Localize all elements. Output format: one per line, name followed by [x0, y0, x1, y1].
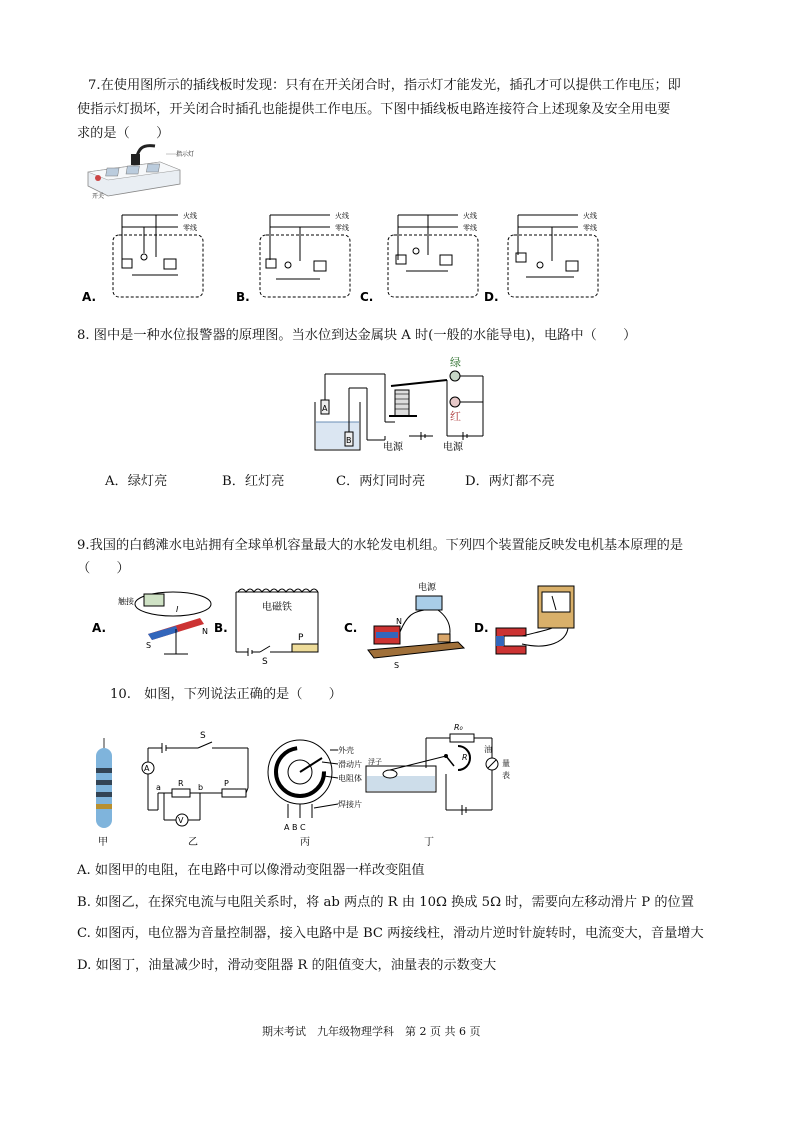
q9-option-b-diagram — [214, 589, 318, 667]
q9b-s-label: S — [262, 657, 268, 667]
em-label: 电磁铁 — [262, 602, 292, 613]
q10-option-a: A. 如图甲的电阻，在电路中可以像滑动变阻器一样改变阻值 — [77, 863, 425, 878]
q7-option-b-diagram — [236, 211, 350, 304]
q10-stem: 10. 如图，下列说法正确的是（ ） — [110, 687, 342, 702]
yi-b-label: b — [198, 783, 204, 792]
fig-label-ding: 丁 — [424, 837, 434, 848]
bing-terminal-label: 焊接片 — [338, 800, 362, 809]
q9-option-c-diagram — [344, 582, 464, 670]
q9b-p-label: P — [298, 633, 304, 643]
current-label: I — [176, 605, 179, 614]
yi-r-label: R — [178, 779, 184, 788]
source2-label: 电源 — [443, 442, 463, 453]
bing-shell-label: 外壳 — [338, 746, 354, 755]
q10-option-b: B. 如图乙，在探究电流与电阻关系时，将 ab 两点的 R 由 10Ω 换成 5Ω 时，需要向左移动滑片 P 的位置 — [77, 895, 694, 910]
ding-float-label: 浮子 — [368, 758, 382, 766]
q9-option-b-label: B. — [214, 621, 228, 635]
q9-option-c-label: C. — [344, 621, 358, 635]
ding-meter-label-3: 表 — [502, 771, 510, 780]
q9c-n-label: N — [396, 617, 402, 626]
power-strip-photo — [80, 140, 195, 200]
bing-abc-label: A B C — [284, 823, 306, 832]
yi-voltmeter-label: V — [178, 816, 184, 825]
q9a-n-label: N — [202, 627, 208, 636]
q8-option-b: B．红灯亮 — [222, 474, 285, 489]
fig-jia-resistor — [96, 738, 112, 848]
q8-option-d: D．两灯都不亮 — [465, 474, 555, 489]
wire-neutral-label-a: 零线 — [183, 224, 197, 232]
q7-option-c-diagram — [360, 211, 478, 304]
q7-option-a-label: A. — [82, 290, 97, 304]
q10-option-c: C. 如图丙，电位器为音量控制器，接入电路中是 BC 两接线柱，滑动片逆时针旋转时，电流变大，音量增大 — [77, 926, 704, 941]
q7-line1: 7.在使用图所示的插线板时发现：只有在开关闭合时，指示灯才能发光，插孔才可以提供工作电压；即 — [88, 78, 681, 93]
q9-option-a-label: A. — [92, 621, 107, 635]
q7-option-d-diagram — [484, 211, 598, 304]
yi-a-label: a — [156, 783, 161, 792]
wire-live-label-d: 火线 — [583, 212, 597, 220]
fig-yi-circuit — [142, 731, 248, 848]
q9c-s-label: S — [394, 661, 400, 670]
fig-label-jia: 甲 — [98, 837, 108, 848]
ding-meter-label-1: 油 — [484, 745, 492, 754]
q8-stem: 8. 图中是一种水位报警器的原理图。当水位到达金属块 A 时(一般的水能导电)，电路中（ ） — [77, 328, 637, 343]
fig-bing-potentiometer — [268, 740, 362, 848]
yi-p-label: P — [224, 779, 229, 788]
lamp-green-label: 绿 — [450, 356, 461, 369]
wire-live-label-b: 火线 — [335, 212, 349, 220]
page-footer: 期末考试 九年级物理学科 第 2 页 共 6 页 — [262, 1025, 481, 1038]
q9-apparatus-options — [88, 582, 598, 670]
ding-r0-label: R₀ — [454, 723, 463, 732]
wire-neutral-label-c: 零线 — [463, 224, 477, 232]
q7-line3: 求的是（ ） — [77, 126, 170, 141]
q8-option-c: C．两灯同时亮 — [336, 474, 426, 489]
q9-option-d-label: D. — [474, 621, 489, 635]
ding-meter-label-2: 量 — [502, 759, 510, 768]
q7-option-d-label: D. — [484, 290, 499, 304]
q9c-source-label: 电源 — [418, 583, 437, 593]
yi-ammeter-label: A — [144, 764, 150, 773]
q7-option-b-label: B. — [236, 290, 250, 304]
q9-line1: 9.我国的白鹤滩水电站拥有全球单机容量最大的水轮发电机组。下列四个装置能反映发电机基本原理的是 — [77, 538, 684, 553]
touch-label: 触接 — [118, 597, 134, 606]
q7-option-c-label: C. — [360, 290, 374, 304]
wire-neutral-label-b: 零线 — [335, 224, 349, 232]
q9a-s-label: S — [146, 641, 152, 650]
q7-option-a-diagram — [82, 211, 203, 304]
wire-live-label-a: 火线 — [183, 212, 197, 220]
q9-option-d-diagram — [474, 586, 574, 654]
wire-live-label-c: 火线 — [463, 212, 477, 220]
block-a-label: A — [322, 404, 328, 413]
q10-figures — [86, 718, 516, 848]
q9-option-a-diagram — [92, 592, 211, 654]
water-alarm-diagram — [305, 352, 505, 457]
fig-ding-fuel-gauge — [366, 723, 510, 848]
lamp-red-label: 红 — [450, 410, 461, 423]
q10-option-d: D. 如图丁，油量减少时，滑动变阻器 R 的阻值变大，油量表的示数变大 — [77, 958, 497, 973]
q7-circuit-options — [78, 205, 618, 305]
yi-s-label: S — [200, 731, 206, 741]
fig-label-bing: 丙 — [300, 837, 310, 848]
bing-slider-label: 滑动片 — [338, 760, 362, 769]
q9-line2: （ ） — [77, 561, 130, 576]
ding-r-label: R — [462, 753, 468, 762]
switch-label: 开关 — [92, 193, 105, 200]
q8-option-a: A．绿灯亮 — [105, 474, 168, 489]
fig-label-yi: 乙 — [188, 837, 198, 848]
source1-label: 电源 — [383, 442, 403, 453]
bing-resistor-label: 电阻体 — [338, 774, 362, 783]
wire-neutral-label-d: 零线 — [583, 224, 597, 232]
indicator-label: 指示灯 — [176, 151, 195, 158]
q7-line2: 使指示灯损坏，开关闭合时插孔也能提供工作电压。下图中插线板电路连接符合上述现象及安全用电要 — [77, 102, 671, 117]
block-b-label: B — [346, 436, 352, 445]
